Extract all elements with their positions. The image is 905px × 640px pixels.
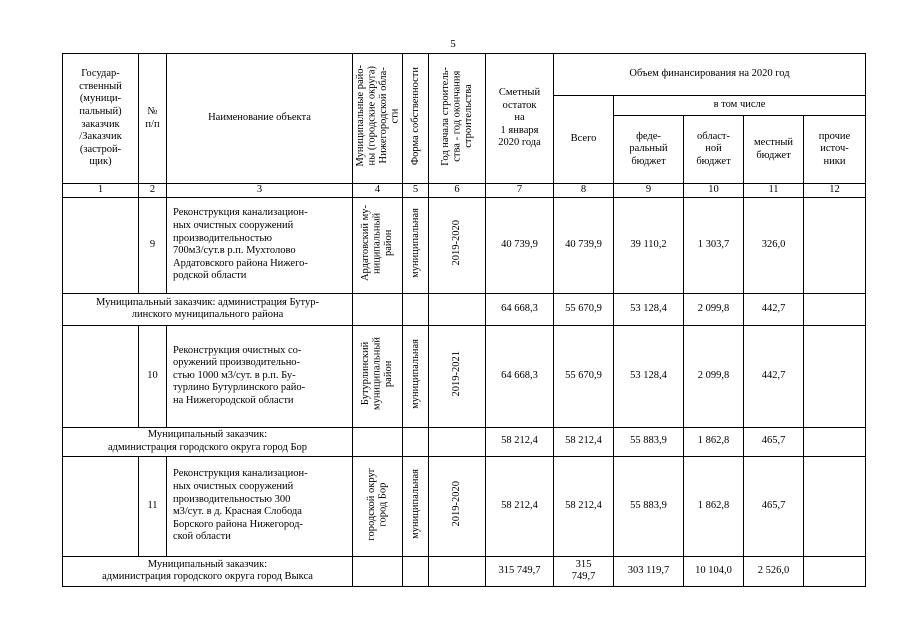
summary-label: Муниципальный заказчик: администрация городского округа город Бор bbox=[63, 427, 353, 456]
other bbox=[804, 456, 866, 556]
object-name: Реконструкция канализацион- ных очистных сооружений производительностью 300 м3/сут. в д. Красная Слобода Борского района Нижегород- ской области bbox=[167, 456, 353, 556]
total: 55 670,9 bbox=[554, 293, 614, 325]
local: 2 526,0 bbox=[744, 556, 804, 586]
other bbox=[804, 293, 866, 325]
federal: 53 128,4 bbox=[614, 325, 684, 427]
table-row bbox=[63, 197, 866, 293]
header-districts: Муниципальные райо- ны (городские округа) Нижегородской обла- сти bbox=[355, 65, 401, 167]
ownership: муниципальная bbox=[409, 338, 421, 409]
federal: 55 883,9 bbox=[614, 427, 684, 456]
summary-label: Муниципальный заказчик: администрация городского округа город Выкса bbox=[63, 556, 353, 586]
estimate: 64 668,3 bbox=[486, 325, 554, 427]
column-number: 4 bbox=[353, 184, 403, 198]
federal: 53 128,4 bbox=[614, 293, 684, 325]
column-number: 9 bbox=[614, 184, 684, 198]
table-row bbox=[63, 456, 866, 556]
column-number: 11 bbox=[744, 184, 804, 198]
header-num: № п/п bbox=[139, 54, 167, 184]
row-num: 10 bbox=[139, 325, 167, 427]
regional: 2 099,8 bbox=[684, 325, 744, 427]
object-name: Реконструкция очистных со- оружений производительно- стью 1000 м3/сут. в р.п. Бу- турлино Бутурлинского райо- на Нижегородской области bbox=[167, 325, 353, 427]
header-federal: феде- ральный бюджет bbox=[614, 116, 684, 184]
estimate: 40 739,9 bbox=[486, 197, 554, 293]
header-funding: Объем финансирования на 2020 год bbox=[554, 54, 866, 96]
federal: 39 110,2 bbox=[614, 197, 684, 293]
customer-cell bbox=[63, 456, 139, 556]
customer-cell bbox=[63, 325, 139, 427]
years: 2019-2021 bbox=[451, 351, 463, 397]
column-number: 5 bbox=[403, 184, 429, 198]
regional: 1 862,8 bbox=[684, 456, 744, 556]
estimate: 315 749,7 bbox=[486, 556, 554, 586]
row-num: 9 bbox=[139, 197, 167, 293]
regional: 10 104,0 bbox=[684, 556, 744, 586]
local: 465,7 bbox=[744, 427, 804, 456]
table-row bbox=[63, 325, 866, 427]
total: 58 212,4 bbox=[554, 427, 614, 456]
total: 58 212,4 bbox=[554, 456, 614, 556]
local: 442,7 bbox=[744, 293, 804, 325]
header-object-name: Наименование объекта bbox=[167, 54, 353, 184]
years: 2019-2020 bbox=[451, 220, 463, 266]
total: 315 749,7 bbox=[554, 556, 614, 586]
local: 326,0 bbox=[744, 197, 804, 293]
ownership: муниципальная bbox=[409, 468, 421, 539]
estimate: 58 212,4 bbox=[486, 456, 554, 556]
other bbox=[804, 325, 866, 427]
header-total: Всего bbox=[554, 96, 614, 184]
other bbox=[804, 427, 866, 456]
object-name: Реконструкция канализацион- ных очистных сооружений производительностью 700м3/сут.в р.п. Мухтолово Ардатовского района Нижего- родской области bbox=[167, 197, 353, 293]
district: Ардатовский му- ниципальный район bbox=[360, 204, 395, 281]
local: 465,7 bbox=[744, 456, 804, 556]
summary-row bbox=[63, 293, 866, 325]
regional: 1 862,8 bbox=[684, 427, 744, 456]
page-number: 5 bbox=[450, 38, 456, 50]
local: 442,7 bbox=[744, 325, 804, 427]
ownership: муниципальная bbox=[409, 207, 421, 278]
federal: 303 119,7 bbox=[614, 556, 684, 586]
summary-row bbox=[63, 556, 866, 586]
header-estimate: Сметный остаток на 1 января 2020 года bbox=[486, 54, 554, 184]
years: 2019-2020 bbox=[451, 481, 463, 527]
column-number: 1 bbox=[63, 184, 139, 198]
header-other: прочие источ- ники bbox=[804, 116, 866, 184]
column-number: 7 bbox=[486, 184, 554, 198]
header-customer: Государ- ственный (муници- пальный) заказчик /Заказчик (застрой- щик) bbox=[63, 54, 139, 184]
estimate: 64 668,3 bbox=[486, 293, 554, 325]
column-number: 2 bbox=[139, 184, 167, 198]
other bbox=[804, 556, 866, 586]
funding-table bbox=[62, 53, 866, 587]
row-num: 11 bbox=[139, 456, 167, 556]
header-including: в том числе bbox=[614, 96, 866, 116]
column-number: 10 bbox=[684, 184, 744, 198]
district: Бутурлинский муниципальный район bbox=[360, 337, 395, 411]
header-local: местный бюджет bbox=[744, 116, 804, 184]
column-number: 6 bbox=[429, 184, 486, 198]
header-regional: област- ной бюджет bbox=[684, 116, 744, 184]
regional: 2 099,8 bbox=[684, 293, 744, 325]
total: 40 739,9 bbox=[554, 197, 614, 293]
estimate: 58 212,4 bbox=[486, 427, 554, 456]
other bbox=[804, 197, 866, 293]
column-number: 12 bbox=[804, 184, 866, 198]
column-number: 3 bbox=[167, 184, 353, 198]
regional: 1 303,7 bbox=[684, 197, 744, 293]
column-number: 8 bbox=[554, 184, 614, 198]
summary-label: Муниципальный заказчик: администрация Бутур- линского муниципального района bbox=[63, 293, 353, 325]
federal: 55 883,9 bbox=[614, 456, 684, 556]
district: городской округ город Бор bbox=[365, 467, 389, 541]
summary-row bbox=[63, 427, 866, 456]
customer-cell bbox=[63, 197, 139, 293]
total: 55 670,9 bbox=[554, 325, 614, 427]
header-years: Год начала строитель- ства - год окончания строительства bbox=[439, 66, 474, 166]
header-ownership: Форма собственности bbox=[409, 67, 421, 166]
